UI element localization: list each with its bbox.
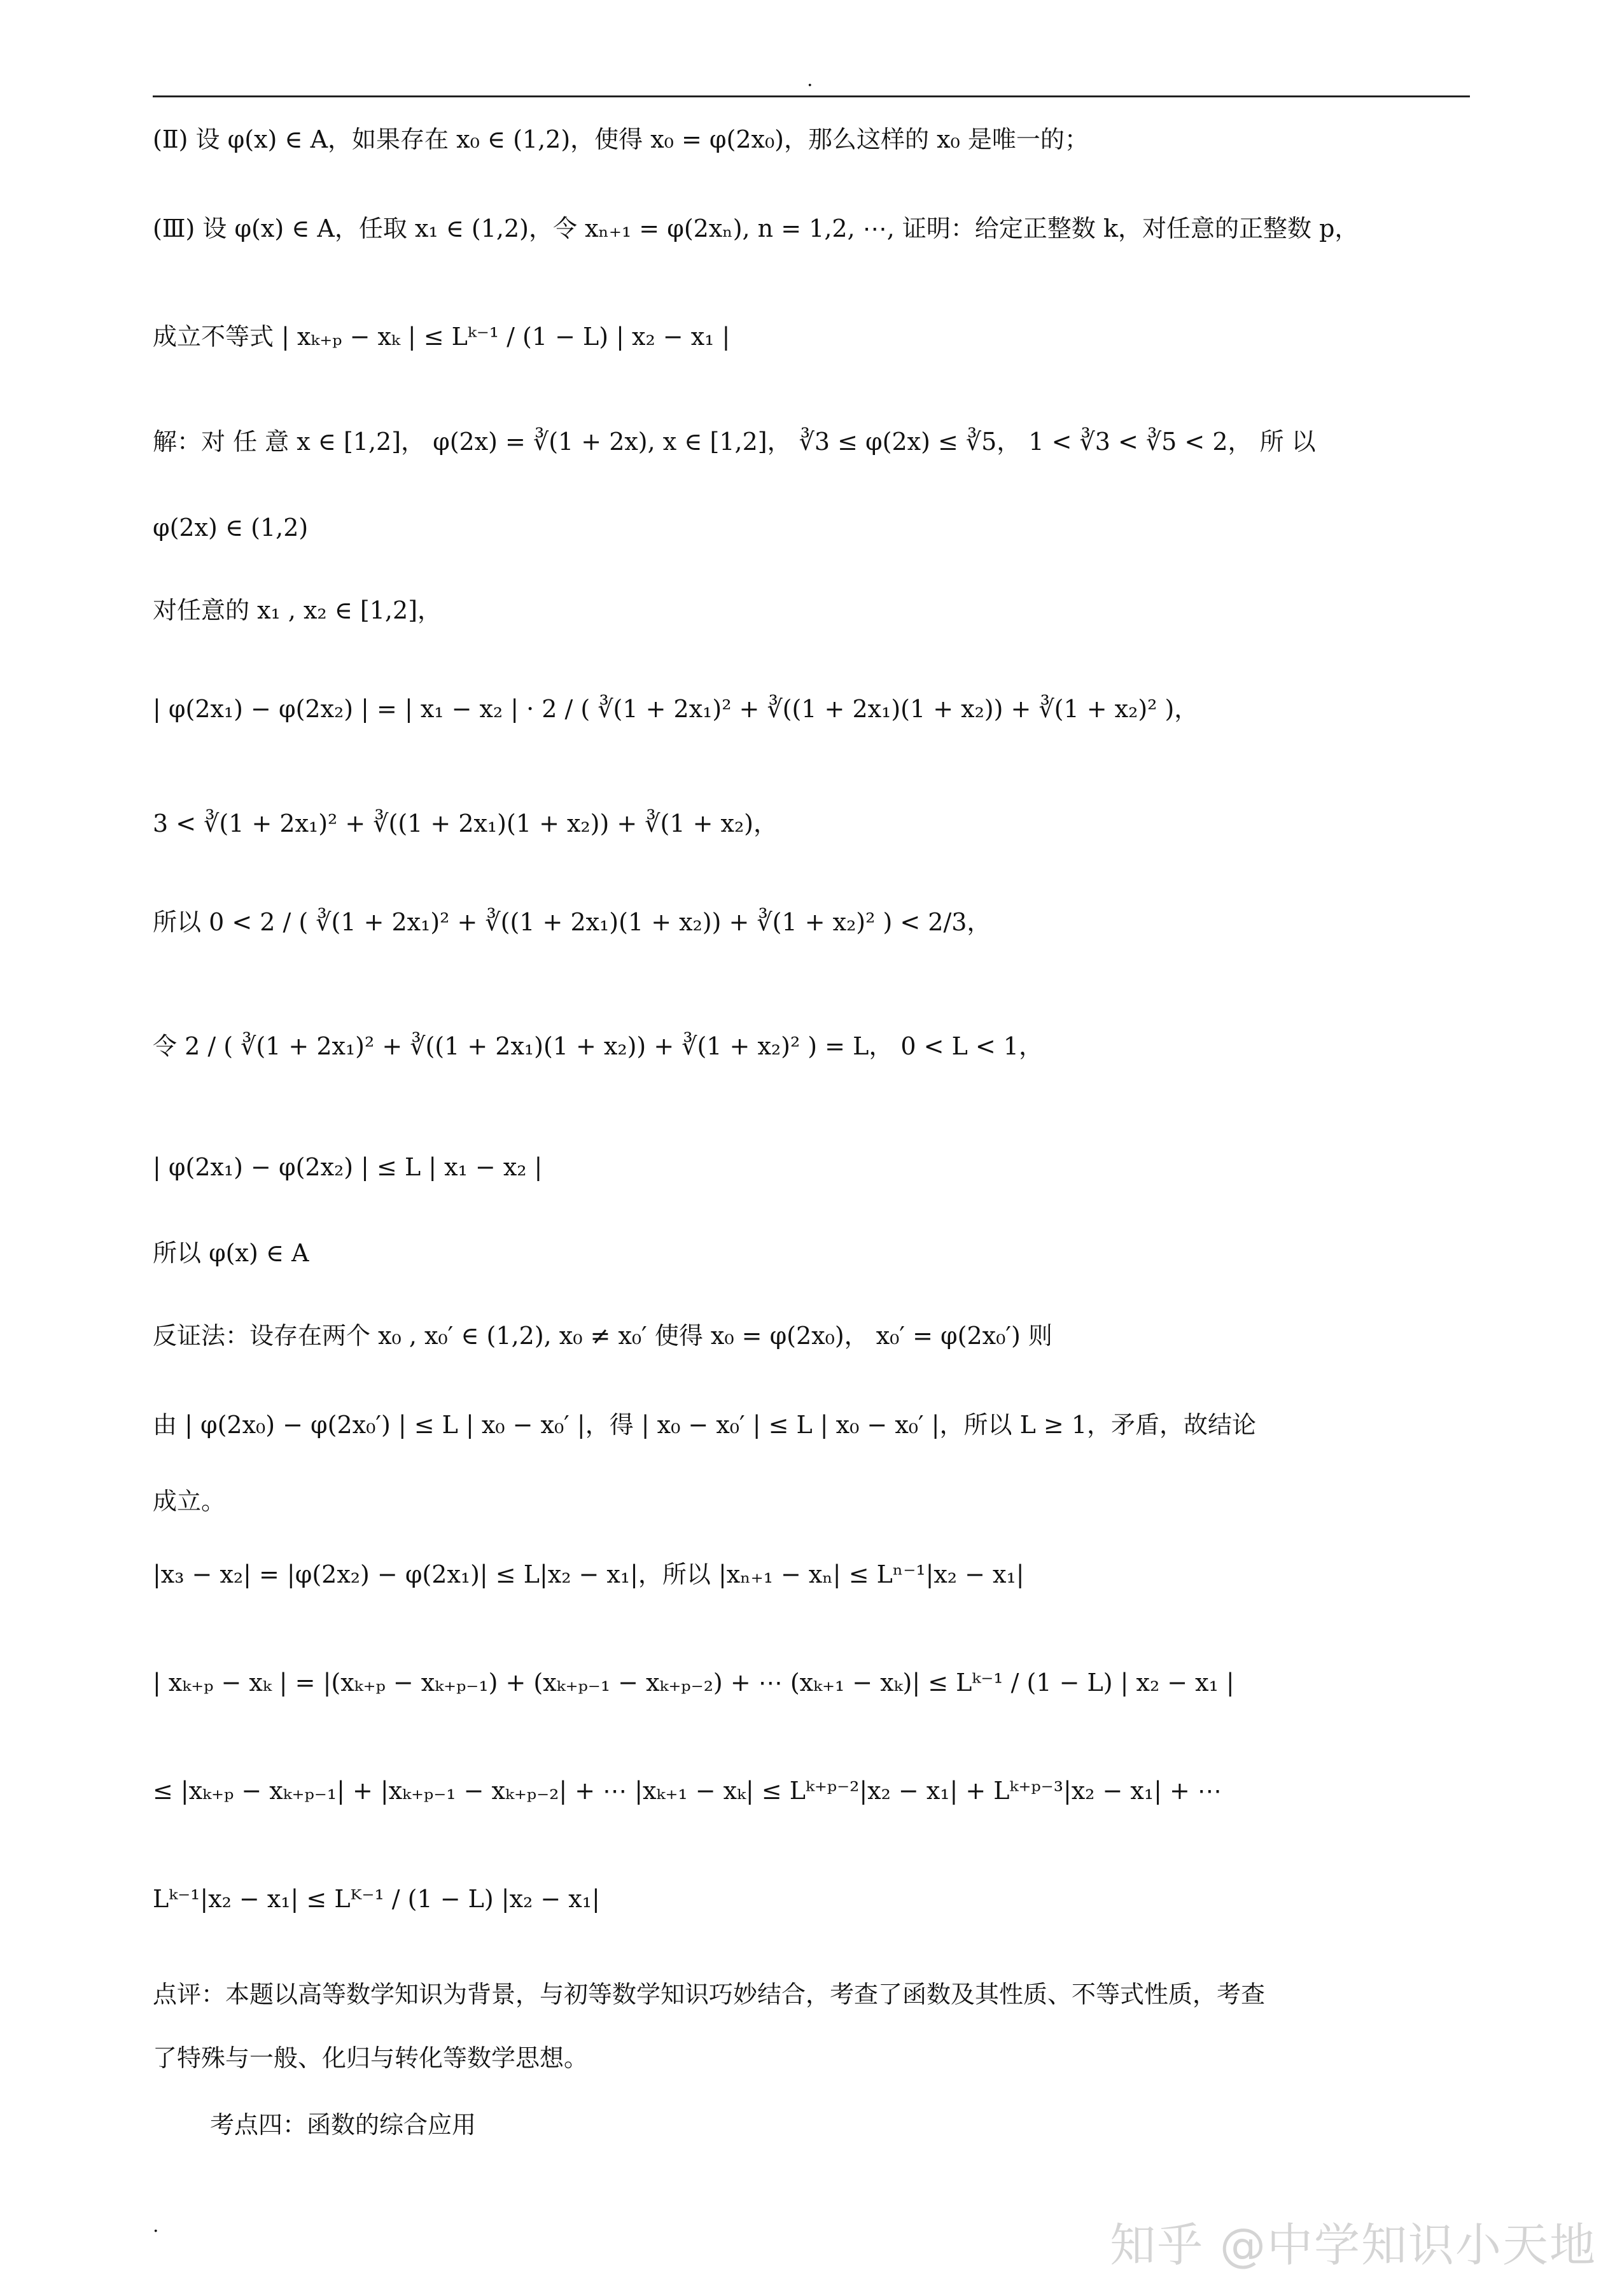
header-rule [153,95,1470,97]
header-dot: . [807,69,813,91]
solution-line-6: 所以 0 < 2 / ( ∛(1 + 2x₁)² + ∛((1 + 2x₁)(1 + x₂)) + ∛(1 + x₂)² ) < 2/3， [153,908,991,936]
solution-line-9: 所以 φ(x) ∈ A [153,1239,309,1267]
watermark: 知乎 @中学知识小天地 [1110,2218,1597,2272]
solution-line-3: 对任意的 x₁ , x₂ ∈ [1,2]， [153,596,442,624]
solution-line-5: 3 < ∛(1 + 2x₁)² + ∛((1 + 2x₁)(1 + x₂)) + ∛(1 + x₂)， [153,809,778,837]
contradiction-line-2: 由 | φ(2x₀) − φ(2x₀′) | ≤ L | x₀ − x₀′ |，得 | x₀ − x₀′ | ≤ L | x₀ − x₀′ |，所以 L ≥ 1，矛盾，故结论 [153,1411,1257,1439]
solution-line-8: | φ(2x₁) − φ(2x₂) | ≤ L | x₁ − x₂ | [153,1153,543,1181]
proof-line-2: | xₖ₊ₚ − xₖ | = |(xₖ₊ₚ − xₖ₊ₚ₋₁) + (xₖ₊ₚ₋₁ − xₖ₊ₚ₋₂) + ⋯ (xₖ₊₁ − xₖ)| ≤ Lᵏ⁻¹ / (1 − L) | x₂ − x₁ | [153,1669,1234,1697]
section-heading: 考点四：函数的综合应用 [210,2111,477,2139]
solution-line-4: | φ(2x₁) − φ(2x₂) | = | x₁ − x₂ | · 2 / ( ∛(1 + 2x₁)² + ∛((1 + 2x₁)(1 + x₂)) + ∛(1 + x₂)² )， [153,695,1199,723]
solution-line-7: 令 2 / ( ∛(1 + 2x₁)² + ∛((1 + 2x₁)(1 + x₂)) + ∛(1 + x₂)² ) = L， 0 < L < 1， [153,1032,1043,1060]
solution-line-2: φ(2x) ∈ (1,2) [153,514,309,542]
comment-line-2: 了特殊与一般、化归与转化等数学思想。 [153,2044,589,2072]
proof-line-1: |x₃ − x₂| = |φ(2x₂) − φ(2x₁)| ≤ L|x₂ − x₁|，所以 |xₙ₊₁ − xₙ| ≤ Lⁿ⁻¹|x₂ − x₁| [153,1560,1024,1588]
contradiction-line-3: 成立。 [153,1487,226,1515]
proof-line-4: Lᵏ⁻¹|x₂ − x₁| ≤ Lᴷ⁻¹ / (1 − L) |x₂ − x₁| [153,1885,600,1913]
solution-line-1: 解：对 任 意 x ∈ [1,2]， φ(2x) = ∛(1 + 2x), x ∈ [1,2]， ∛3 ≤ φ(2x) ≤ ∛5， 1 < ∛3 < ∛5 < 2， 所 以 [153,428,1316,456]
proof-line-3: ≤ |xₖ₊ₚ − xₖ₊ₚ₋₁| + |xₖ₊ₚ₋₁ − xₖ₊ₚ₋₂| + ⋯ |xₖ₊₁ − xₖ| ≤ Lᵏ⁺ᵖ⁻²|x₂ − x₁| + Lᵏ⁺ᵖ⁻³|x₂ − x₁| + ⋯ [153,1777,1222,1805]
contradiction-line-1: 反证法：设存在两个 x₀ , x₀′ ∈ (1,2), x₀ ≠ x₀′ 使得 x₀ = φ(2x₀)， x₀′ = φ(2x₀′) 则 [153,1322,1052,1350]
part-ii-statement: (Ⅱ) 设 φ(x) ∈ A，如果存在 x₀ ∈ (1,2)，使得 x₀ = φ(2x₀)，那么这样的 x₀ 是唯一的； [153,125,1089,153]
part-iii-statement: (Ⅲ) 设 φ(x) ∈ A，任取 x₁ ∈ (1,2)，令 xₙ₊₁ = φ(2xₙ), n = 1,2, ⋯, 证明：给定正整数 k，对任意的正整数 p， [153,214,1359,242]
footer-dot: . [153,2215,159,2237]
comment-line-1: 点评：本题以高等数学知识为背景，与初等数学知识巧妙结合，考查了函数及其性质、不等式性质，考查 [153,1980,1266,2008]
inequality-to-prove: 成立不等式 | xₖ₊ₚ − xₖ | ≤ Lᵏ⁻¹ / (1 − L) | x₂ − x₁ | [153,323,731,351]
